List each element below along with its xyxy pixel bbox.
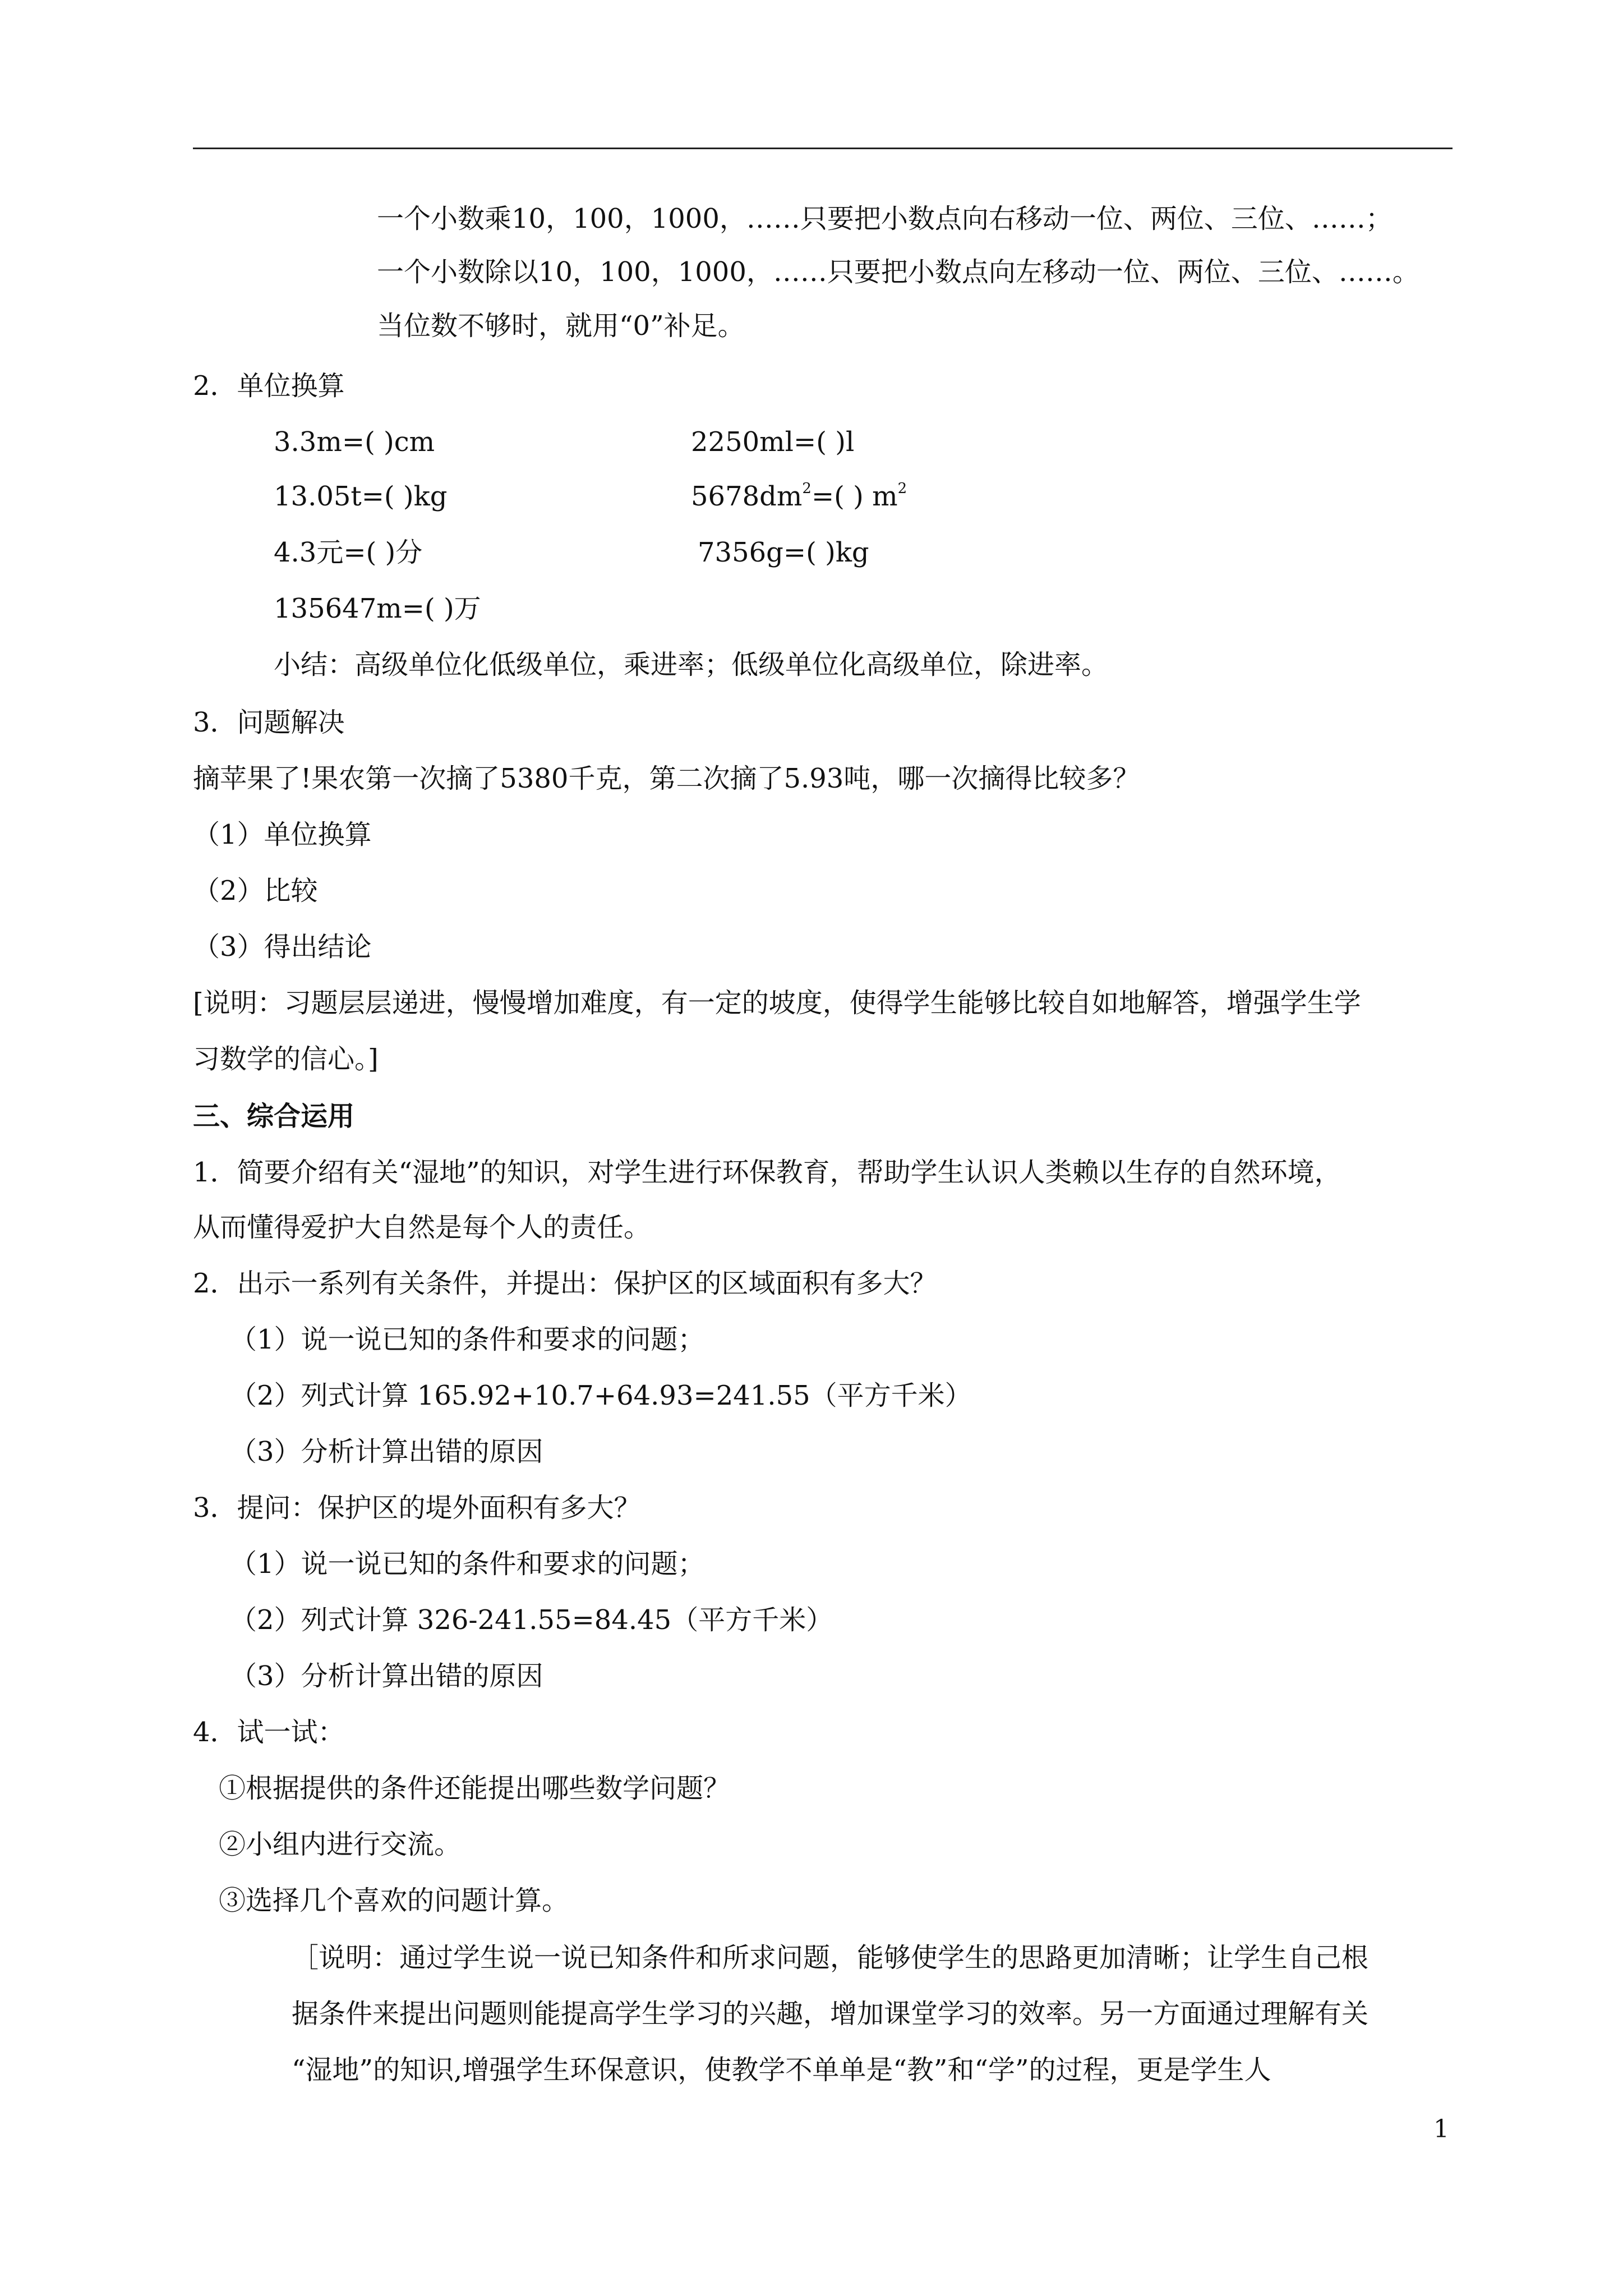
heading-comprehensive-application: 三、综合运用 [193,1101,355,1132]
item-3-step-3: （3）分析计算出错的原因 [230,1660,543,1692]
item-3: 3．提问：保护区的堤外面积有多大？ [193,1492,641,1524]
rule-divide: 一个小数除以10，100，1000，……只要把小数点向左移动一位、两位、三位、……。 [377,256,1419,288]
exercise-t-to-kg: 13.05t=( )kg [274,481,448,512]
item-1-line-1: 1．简要介绍有关“湿地”的知识，对学生进行环保教育，帮助学生认识人类赖以生存的自然环境， [193,1157,1341,1188]
try-step-3: ③选择几个喜欢的问题计算。 [219,1885,569,1916]
exercise-dm2-part: 5678dm [691,481,803,512]
step-1: （1）单位换算 [193,819,372,850]
exercise-m-to-cm: 3.3m=( )cm [274,426,435,458]
exercise-dm2-to-m2 [691,480,907,513]
exercise-m2-part: =( ) m [811,481,898,512]
apple-problem: 摘苹果了!果农第一次摘了5380千克，第二次摘了5.93吨，哪一次摘得比较多？ [193,763,1140,794]
try-step-1: ①根据提供的条件还能提出哪些数学问题？ [219,1773,731,1804]
note-1-line-2: 习数学的信心。] [193,1043,379,1075]
item-1-line-2: 从而懂得爱护大自然是每个人的责任。 [193,1212,651,1243]
section-problem-solving: 3．问题解决 [193,707,345,738]
exercise-m-to-wan: 135647m=( )万 [274,593,481,624]
item-2-step-3: （3）分析计算出错的原因 [230,1436,543,1467]
exercise-yuan-to-fen: 4.3元=( )分 [274,537,423,568]
section-unit-conversion: 2．单位换算 [193,370,345,402]
page-number: 1 [1433,2115,1449,2143]
item-2-step-1: （1）说一说已知的条件和要求的问题； [230,1324,705,1355]
try-step-2: ②小组内进行交流。 [219,1829,462,1860]
item-2-step-2: （2）列式计算 165.92+10.7+64.93=241.55（平方千米） [230,1380,972,1411]
header-rule [193,148,1453,149]
superscript-2: 2 [802,480,811,497]
superscript-2: 2 [897,480,907,497]
item-3-step-2: （2）列式计算 326-241.55=84.45（平方千米） [230,1604,833,1636]
note-2-line-3: “湿地”的知识,增强学生环保意识，使教学不单单是“教”和“学”的过程，更是学生人 [292,2054,1271,2086]
item-3-step-1: （1）说一说已知的条件和要求的问题； [230,1548,705,1580]
note-2-line-1: ［说明：通过学生说一说已知条件和所求问题，能够使学生的思路更加清晰；让学生自己根 [292,1942,1369,1973]
step-2: （2）比较 [193,875,318,907]
rule-multiply: 一个小数乘10，100，1000，……只要把小数点向右移动一位、两位、三位、……； [377,203,1393,234]
step-3: （3）得出结论 [193,931,372,963]
note-1-line-1: [说明：习题层层递进，慢慢增加难度，有一定的坡度，使得学生能够比较自如地解答，增强学生学 [193,987,1361,1019]
item-2: 2．出示一系列有关条件，并提出：保护区的区域面积有多大？ [193,1268,937,1299]
item-4: 4．试一试： [193,1717,345,1748]
exercise-ml-to-l: 2250ml=( )l [691,426,855,458]
exercise-g-to-kg: 7356g=( )kg [698,537,869,568]
note-2-line-2: 据条件来提出问题则能提高学生学习的兴趣，增加课堂学习的效率。另一方面通过理解有关 [292,1998,1369,2030]
summary: 小结：高级单位化低级单位，乘进率；低级单位化高级单位，除进率。 [274,649,1109,680]
rule-fill-zero: 当位数不够时，就用“0”补足。 [377,310,745,342]
